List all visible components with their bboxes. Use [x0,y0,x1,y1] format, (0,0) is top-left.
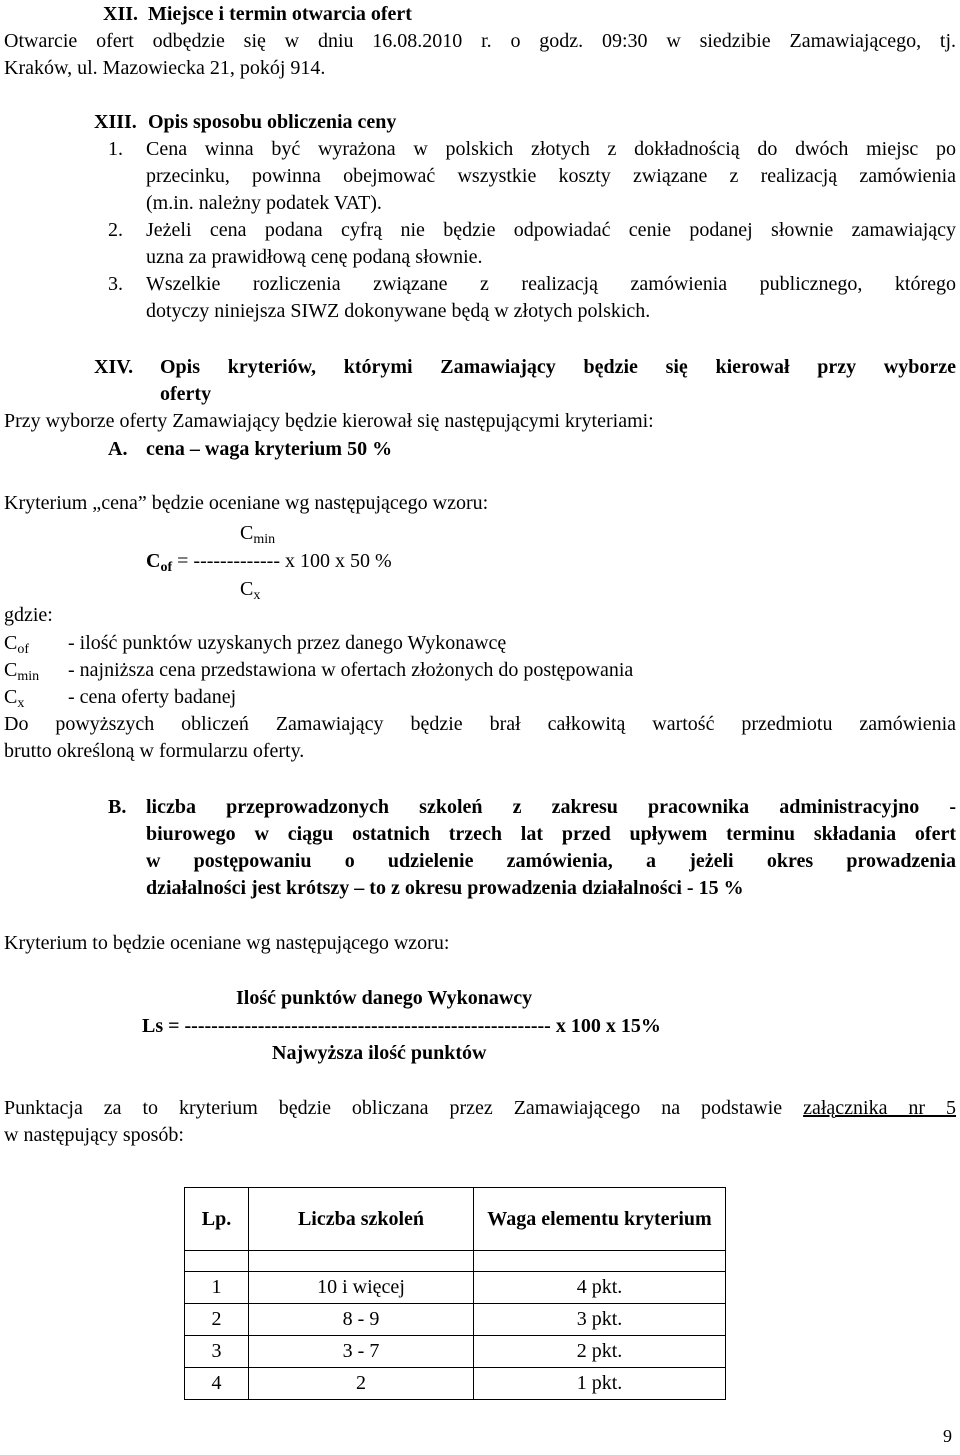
table-cell: 4 [185,1368,249,1400]
scoring-text-line-1: Punktacja za to kryterium będzie obliczana przez Zamawiającego na podstawie załącznika nr 5 [4,1097,956,1119]
section-xiv-title-line-1: Opis kryteriów, którymi Zamawiający będzie się kierował przy wyborze [160,356,956,378]
gdzie-label: gdzie: [4,604,53,626]
formula-numerator: $C_{min}$ [240,522,276,547]
section-xiii-title: Opis sposobu obliczenia ceny [148,111,397,133]
list-item-line: dotyczy niniejsza SIWZ dokonywane będą w złotych polskich. [146,300,651,322]
table-cell: 10 i więcej [249,1272,474,1304]
table-header-cell: Lp. [185,1188,249,1251]
scoring-table [184,1187,726,1400]
table-cell: 8 - 9 [249,1304,474,1336]
criterion-b-title-line: liczba przeprowadzonych szkoleń z zakresu pracownika administracyjno - [146,796,956,818]
list-item-number: 3. [108,273,123,295]
table-row [185,1368,726,1400]
table-header-cell: Liczba szkoleń [249,1188,474,1251]
criterion-a-note-line-1: Do powyższych obliczeń Zamawiający będzie brał całkowitą wartość przedmiotu zamówienia [4,713,956,735]
section-xii-line-1: Otwarcie ofert odbędzie się w dniu 16.08.2010 r. o godz. 09:30 w siedzibie Zamawiającego, tj. [4,30,956,52]
criterion-b-label: B. [108,796,127,818]
criterion-a-intro: Kryterium „cena” będzie oceniane wg następującego wzoru: [4,492,489,514]
list-item-line: Jeżeli cena podana cyfrą nie będzie odpowiadać cenie podanej słownie zamawiający [146,219,956,241]
list-item-line: (m.in. należny podatek VAT). [146,192,382,214]
table-cell: 3 pkt. [474,1304,726,1336]
formula-denominator: $C_x$ [240,578,261,603]
table-cell: 1 [185,1272,249,1304]
definition-text: - ilość punktów uzyskanych przez danego Wykonawcę [68,632,507,654]
table-cell: 2 [185,1304,249,1336]
formula-b-denominator: Najwyższa ilość punktów [272,1042,487,1064]
definition-symbol: $C_{of}$ [4,632,30,657]
definition-symbol: $C_{min}$ [4,659,40,684]
table-cell: 2 [249,1368,474,1400]
section-xiv-number: XIV. [94,356,134,378]
criterion-b-title-line: działalności jest krótszy – to z okresu prowadzenia działalności - 15 % [146,877,744,899]
section-xii-line-2: Kraków, ul. Mazowiecka 21, pokój 914. [4,57,326,79]
table-cell: 3 - 7 [249,1336,474,1368]
list-item-number: 2. [108,219,123,241]
table-cell: 2 pkt. [474,1336,726,1368]
list-item-number: 1. [108,138,123,160]
table-row [185,1272,726,1304]
section-xii-title: Miejsce i termin otwarcia ofert [148,3,412,25]
criterion-b-intro: Kryterium to będzie oceniane wg następującego wzoru: [4,932,450,954]
section-xii-number: XII. [103,3,139,25]
attachment-link[interactable]: załącznika nr 5 [803,1097,956,1119]
list-item-line: uzna za prawidłową cenę podaną słownie. [146,246,483,268]
table-cell: 3 [185,1336,249,1368]
formula-b-main-line: Ls = ------------------------------------------------------- x 100 x 15% [142,1015,661,1037]
criterion-a-note-line-2: brutto określoną w formularzu oferty. [4,740,305,762]
definition-text: - najniższa cena przedstawiona w ofertach złożonych do postępowania [68,659,634,681]
table-row [185,1304,726,1336]
list-item-line: Wszelkie rozliczenia związane z realizacją zamówienia publicznego, którego [146,273,956,295]
criterion-a-title: cena – waga kryterium 50 % [146,438,393,460]
criterion-b-title-line: biurowego w ciągu ostatnich trzech lat przed upływem terminu składania ofert [146,823,956,845]
list-item-line: Cena winna być wyrażona w polskich złotych z dokładnością do dwóch miejsc po [146,138,956,160]
section-xiii-number: XIII. [94,111,137,133]
table-cell: 4 pkt. [474,1272,726,1304]
section-xiv-title-line-2: oferty [160,383,212,405]
table-header-cell: Waga elementu kryterium [474,1188,726,1251]
definition-symbol: $C_x$ [4,686,25,711]
table-row [185,1336,726,1368]
definition-text: - cena oferty badanej [68,686,237,708]
section-xiv-intro: Przy wyborze oferty Zamawiający będzie kierował się następującymi kryteriami: [4,410,654,432]
list-item-line: przecinku, powinna obejmować wszystkie koszty związane z realizacją zamówienia [146,165,956,187]
criterion-a-label: A. [108,438,128,460]
criterion-b-title-line: w postępowaniu o udzielenie zamówienia, a jeżeli okres prowadzenia [146,850,956,872]
formula-b-numerator: Ilość punktów danego Wykonawcy [236,987,533,1009]
table-spacer-row [185,1251,726,1272]
formula-main-line: $C_{of}$ = ------------- x 100 x 50 % [146,550,392,575]
table-cell: 1 pkt. [474,1368,726,1400]
table-header-row [185,1188,726,1251]
scoring-text-line-2: w następujący sposób: [4,1124,184,1146]
page-number: 9 [943,1426,952,1446]
